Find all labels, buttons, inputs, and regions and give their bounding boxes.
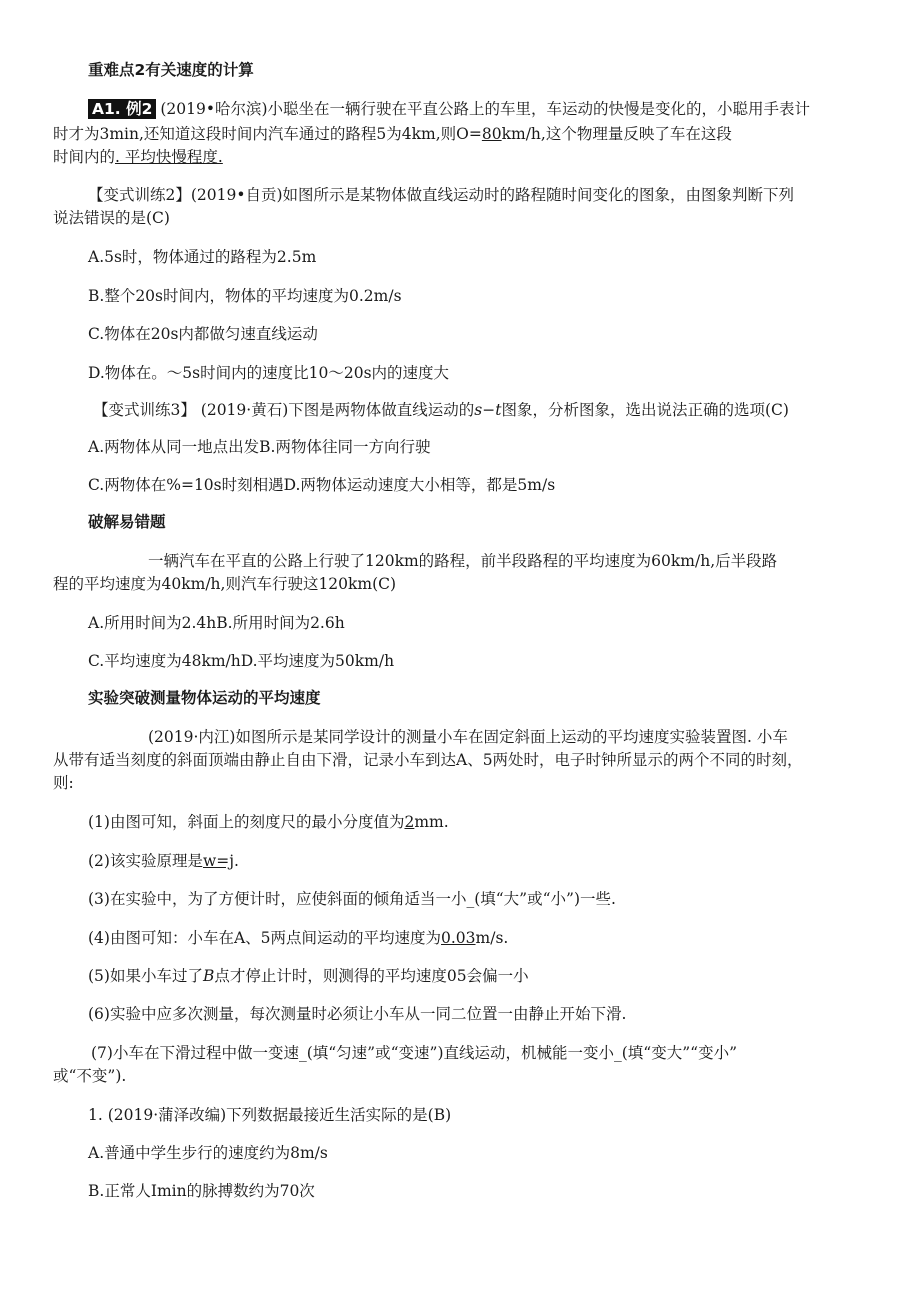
exp-q5-text-c: 点才停止计时，则测得的平均速度05会偏一小 [214, 967, 529, 985]
exp-q2-answer: w=j [202, 852, 235, 870]
exp-line3: 则: [53, 774, 74, 792]
final-option-a: A.普通中学生步行的速度约为8m/s [88, 1144, 328, 1162]
heading-experiment: 实验突破测量物体运动的平均速度 [88, 689, 321, 707]
variant2-option-d: D.物体在。〜5s时间内的速度比10〜20s内的速度大 [88, 364, 450, 382]
exp-q1 [88, 812, 449, 832]
heading-error-prone: 破解易错题 [88, 513, 166, 531]
variant2-line1: 【变式训练2】(2019•自贡)如图所示是某物体做直线运动时的路程随时间变化的图象，由图象判断下列 [88, 186, 795, 204]
example2-text2a: 时才为3min,还知道这段时间内汽车通过的路程5为4km,则O= [53, 125, 482, 143]
final-question: 1. (2019·蒲泽改编)下列数据最接近生活实际的是(B) [88, 1106, 452, 1124]
example2-line3 [53, 147, 223, 167]
exp-q1-answer: 2 [404, 813, 415, 831]
exp-q2-text: (2)该实验原理是 [88, 852, 203, 870]
heading-speed-calc: 重难点2有关速度的计算 [88, 61, 254, 79]
exp-q5-point-b: B [202, 967, 215, 985]
exp-q5-text-a: (5)如果小车过了 [88, 967, 203, 985]
exp-q1-text: (1)由图可知，斜面上的刻度尺的最小分度值为 [88, 813, 405, 831]
variant3-text1b: 图象，分析图象，选出说法正确的选项(C) [501, 401, 789, 419]
example2-text3a: 时间内的 [53, 148, 116, 166]
exp-q3: (3)在实验中，为了方便计时，应使斜面的倾角适当一小_(填“大”或“小”)一些. [88, 890, 616, 908]
exp-line1: (2019·内江)如图所示是某同学设计的测量小车在固定斜面上运动的平均速度实验装置图. 小车 [148, 728, 788, 746]
variant2-option-a: A.5s时，物体通过的路程为2.5m [88, 248, 317, 266]
exp-q4-text: (4)由图可知：小车在A、5两点间运动的平均速度为 [88, 929, 442, 947]
hard-line1: 一辆汽车在平直的公路上行驶了120km的路程，前半段路程的平均速度为60km/h,后半段路 [148, 552, 778, 570]
example-tag: A1. 例2 [88, 99, 156, 119]
variant2-option-b: B.整个20s时间内，物体的平均速度为0.2m/s [88, 287, 402, 305]
exp-q1-unit: mm. [414, 813, 449, 831]
variant2-line2: 说法错误的是(C) [53, 209, 170, 227]
variant3-options-ab: A.两物体从同一地点出发B.两物体往同一方向行驶 [88, 438, 431, 456]
exp-q2 [88, 851, 239, 871]
hard-options-cd: C.平均速度为48km/hD.平均速度为50km/h [88, 652, 395, 670]
example2-answer-speed: 80 [481, 125, 502, 143]
example2-line2 [53, 124, 732, 144]
example2-text1: (2019•哈尔滨)小聪坐在一辆行驶在平直公路上的车里，车运动的快慢是变化的，小聪用手表计 [160, 100, 811, 118]
variant3-text1a: 【变式训练3】 (2019·黄石)下图是两物体做直线运动的 [93, 401, 475, 419]
example2-line1 [88, 99, 810, 119]
variant3-st-symbol: s−t [474, 401, 502, 419]
final-option-b: B.正常人Imin的脉搏数约为70次 [88, 1182, 315, 1200]
exp-q4 [88, 928, 508, 948]
hard-line2: 程的平均速度为40km/h,则汽车行驶这120km(C) [53, 575, 397, 593]
variant3-options-cd: C.两物体在%=10s时刻相遇D.两物体运动速度大小相等，都是5m/s [88, 476, 556, 494]
hard-options-ab: A.所用时间为2.4hB.所用时间为2.6h [88, 614, 345, 632]
exp-q2-end: . [234, 852, 239, 870]
example2-answer-meaning: . 平均快慢程度. [115, 148, 223, 166]
exp-q6: (6)实验中应多次测量，每次测量时必须让小车从一同二位置一由静止开始下滑. [88, 1005, 627, 1023]
exp-q4-unit: m/s. [475, 929, 509, 947]
variant3-line1 [93, 400, 789, 420]
exp-q4-answer: 0.03 [441, 929, 476, 947]
exp-line2: 从带有适当刻度的斜面顶端由静止自由下滑，记录小车到达A、5两处时，电子时钟所显示的两个不同的时刻， [53, 751, 803, 769]
variant2-option-c: C.物体在20s内都做匀速直线运动 [88, 325, 318, 343]
exp-q5 [88, 966, 529, 986]
exp-q7-line2: 或“不变”). [53, 1067, 127, 1085]
example2-text2b: km/h,这个物理量反映了车在这段 [501, 125, 732, 143]
exp-q7-line1: (7)小车在下滑过程中做一变速_(填“匀速”或“变速”)直线运动，机械能一变小_(填“变大”“变小” [91, 1044, 737, 1062]
